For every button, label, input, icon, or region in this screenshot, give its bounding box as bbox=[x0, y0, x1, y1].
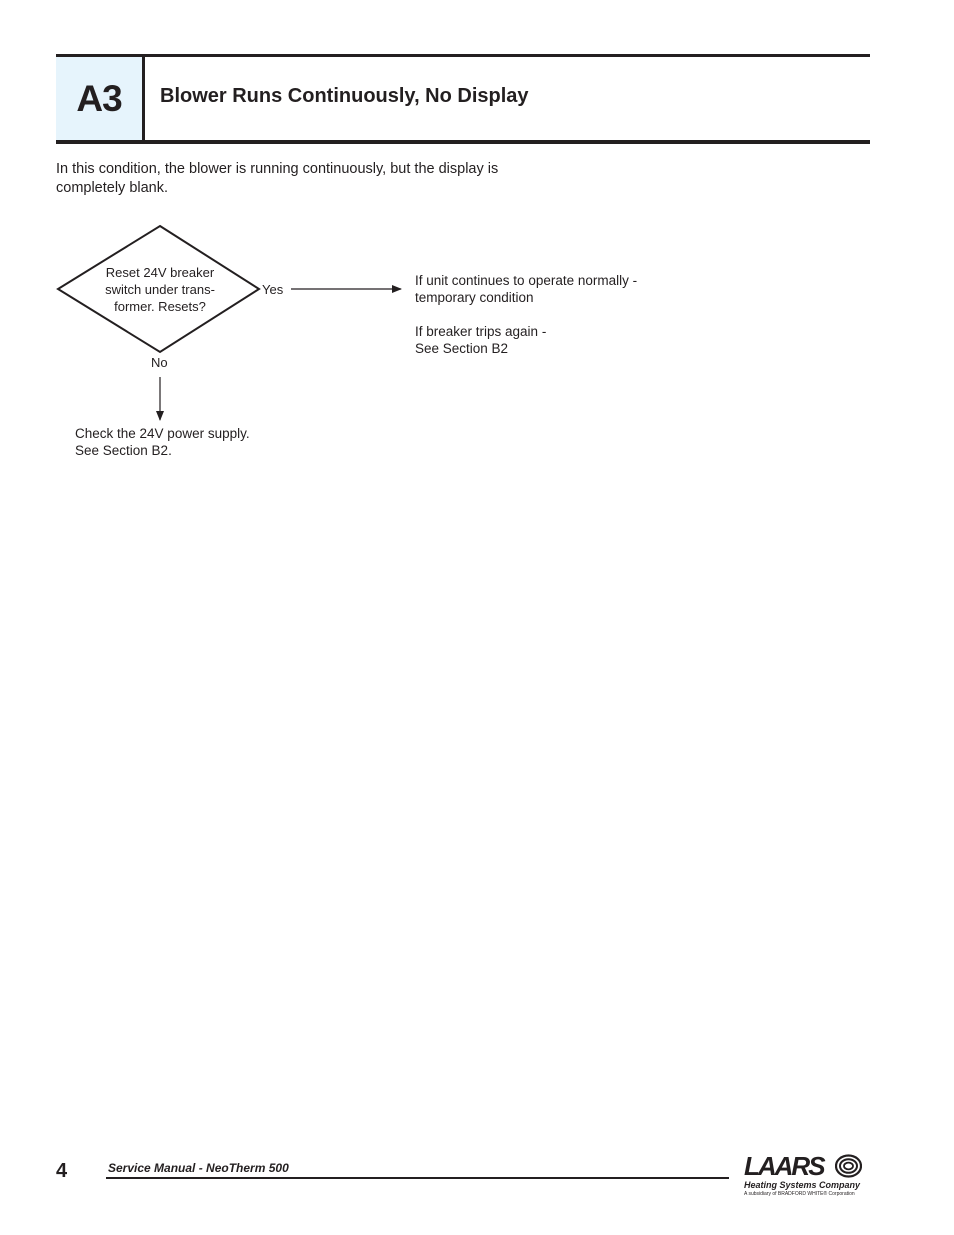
intro-paragraph: In this condition, the blower is running continuously, but the display is completely blank. bbox=[56, 161, 499, 196]
no-result: Check the 24V power supply. See Section B2. bbox=[75, 426, 250, 458]
decision-question: Reset 24V breaker switch under trans- former. Resets? bbox=[105, 265, 215, 314]
yes-label: Yes bbox=[262, 282, 284, 297]
manual-title: Service Manual - NeoTherm 500 bbox=[108, 1161, 289, 1175]
logo-tagline: Heating Systems Company bbox=[744, 1180, 861, 1190]
yes-result-normal: If unit continues to operate normally - temporary condition bbox=[415, 273, 638, 305]
laars-logo bbox=[742, 1152, 866, 1200]
footer-rule bbox=[106, 1177, 729, 1179]
no-label: No bbox=[151, 355, 168, 370]
logo-swirl-icon bbox=[835, 1154, 862, 1178]
page-number: 4 bbox=[56, 1160, 68, 1182]
troubleshooting-flowchart bbox=[0, 0, 954, 520]
section-title: Blower Runs Continuously, No Display bbox=[160, 85, 529, 107]
logo-word: LAARS bbox=[744, 1151, 824, 1181]
section-code: A3 bbox=[56, 57, 145, 140]
logo-subsidiary: A subsidiary of BRADFORD WHITE® Corporation bbox=[744, 1191, 855, 1197]
yes-result-trips: If breaker trips again - See Section B2 bbox=[415, 324, 547, 356]
